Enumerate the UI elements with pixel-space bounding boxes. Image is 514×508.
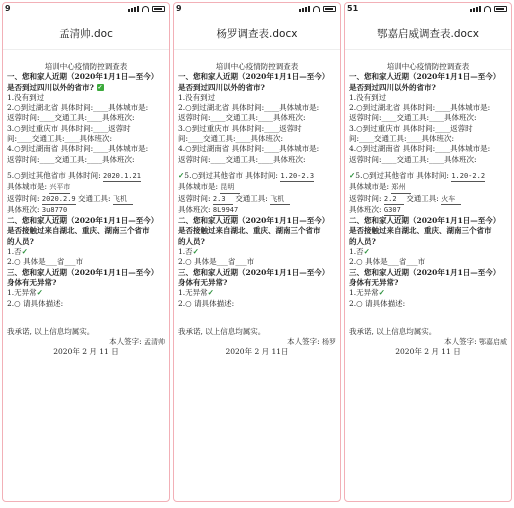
q1-option3-detail: 间:____交通工具:____具体班次:	[178, 134, 284, 144]
q1-option5-return: 2.2	[384, 194, 404, 205]
q1-option5-time: 2020.1.21	[103, 171, 141, 182]
check-mark-icon: ✓	[36, 288, 43, 298]
q1-option4: 4.○到过湖南省 具体时间:____具体城市是:	[349, 144, 491, 154]
return-label: 返蓉时间:	[7, 193, 40, 203]
q1-option1: 1.没有到过	[7, 92, 45, 102]
status-bar	[345, 3, 511, 17]
check-mark-icon: ✓	[378, 288, 385, 298]
battery-icon	[494, 6, 507, 12]
q2-line1: 二、您和家人近期（2020年1月1日—至今）	[178, 216, 330, 226]
transport-label: 交通工具:	[406, 193, 439, 203]
q1-line2: 是否到过四川以外的省市?	[349, 82, 436, 92]
q1-option5-city: 郑州	[391, 182, 411, 193]
q1-option2-detail: 返蓉时间:____交通工具:____具体班次:	[349, 113, 477, 123]
q3-option1: 1.无异常	[7, 288, 37, 298]
q1-option5: 5.○到过其他省市 具体时间:	[355, 170, 449, 180]
q1-line2: 是否到过四川以外的省市?	[178, 82, 265, 92]
q1-option3-detail: 间:____交通工具:____具体班次:	[7, 134, 113, 144]
q1-option2: 2.○到过湖北省 具体时间:____具体城市是:	[178, 103, 320, 113]
signature-label: 本人签字:	[109, 337, 142, 347]
q3-option1: 1.无异常	[349, 288, 379, 298]
file-title: 鄂嘉启威调查表.docx	[377, 27, 479, 40]
q1-option5-city: 昆明	[220, 182, 240, 193]
check-mark-icon: ✓	[192, 247, 199, 257]
q3-option2: 2.○ 请具体描述:	[178, 298, 235, 308]
q3-line1: 三、您和家人近期（2020年1月1日—至今）	[7, 267, 159, 277]
return-label: 返蓉时间:	[349, 193, 382, 203]
phone-screen-2	[173, 2, 341, 502]
q2-option2: 2.○ 具体是___省___市	[349, 257, 426, 267]
q2-line3: 的人员?	[349, 236, 376, 246]
q3-line1: 三、您和家人近期（2020年1月1日—至今）	[178, 267, 330, 277]
document-body[interactable]	[345, 50, 511, 358]
promise-text: 我承诺, 以上信息均属实。	[349, 326, 437, 336]
return-label: 返蓉时间:	[178, 193, 211, 203]
q1-option4-detail: 返蓉时间:____交通工具:____具体班次:	[7, 154, 135, 164]
q1-option3: 3.○到过重庆市 具体时间:____返蓉时	[349, 123, 473, 133]
city-label: 具体城市是:	[7, 182, 48, 192]
q3-option1: 1.无异常	[178, 288, 208, 298]
q3-line2: 身体有无异常?	[7, 277, 57, 287]
q2-line2: 是否接触过来自湖北、重庆、湖南三个省市	[178, 226, 321, 236]
sign-date: 2020年 2 月 11日	[225, 347, 289, 357]
signature: 杨罗	[322, 338, 336, 347]
file-title: 杨罗调查表.docx	[216, 27, 298, 40]
carrier-text: 51	[347, 4, 359, 13]
q2-option1: 1.否	[7, 247, 22, 257]
phone-screen-1	[2, 2, 170, 502]
q2-line2: 是否接触过来自湖北、重庆、湖南三个省市	[349, 226, 492, 236]
promise-text: 我承诺, 以上信息均属实。	[178, 326, 266, 336]
check-mark-icon: ✓	[349, 170, 356, 180]
q2-line2: 是否接触过来自湖北、重庆、湖南三个省市	[7, 226, 150, 236]
file-title-bar	[174, 17, 340, 50]
file-title: 孟清帅.doc	[59, 27, 113, 40]
wifi-icon	[484, 6, 491, 12]
phone-screen-3	[344, 2, 512, 502]
survey-title: 培训中心疫情防控调查表	[44, 62, 128, 71]
q2-line3: 的人员?	[178, 236, 205, 246]
transport-label: 交通工具:	[235, 193, 268, 203]
q1-option5-flight: 8L9947	[213, 205, 238, 216]
file-title-bar	[345, 17, 511, 50]
q1-option2: 2.○到过湖北省 具体时间:____具体城市是:	[7, 103, 149, 113]
signature-label: 本人签字:	[444, 337, 477, 347]
document-body[interactable]	[3, 50, 169, 358]
q3-option2: 2.○ 请具体描述:	[349, 298, 406, 308]
signal-icon	[470, 6, 481, 12]
carrier-text: 9	[5, 4, 11, 13]
flight-label: 具体班次:	[7, 204, 40, 214]
q1-option4: 4.○到过湖南省 具体时间:____具体城市是:	[7, 144, 149, 154]
wifi-icon	[142, 6, 149, 12]
q1-option2-detail: 返蓉时间:____交通工具:____具体班次:	[178, 113, 306, 123]
q1-option5: 5.○到过其他省市 具体时间:	[7, 170, 101, 180]
q1-option2-detail: 返蓉时间:____交通工具:____具体班次:	[7, 113, 135, 123]
checkbox-checked-icon: ✓	[97, 84, 103, 92]
document-body[interactable]	[174, 50, 340, 358]
status-bar	[174, 3, 340, 17]
q1-option5: 5.○到过其他省市 具体时间:	[184, 170, 278, 180]
q2-line3: 的人员?	[7, 236, 34, 246]
q1-option5-city: 兴平市	[49, 182, 70, 193]
check-mark-icon: ✓	[363, 247, 370, 257]
promise-text: 我承诺, 以上信息均属实。	[7, 326, 95, 336]
flight-label: 具体班次:	[349, 204, 382, 214]
q1-line1: 一、您和家人近期（2020年1月1日—至今）	[178, 72, 330, 82]
signal-icon	[299, 6, 310, 12]
q1-option5-return: 2020.2.9	[42, 194, 76, 205]
check-mark-icon: ✓	[21, 247, 28, 257]
wifi-icon	[313, 6, 320, 12]
q1-option5-flight: 3u8770	[42, 205, 67, 216]
q1-option5-flight: G307	[384, 205, 404, 216]
sign-date: 2020年 2 月 11 日	[53, 347, 119, 357]
q1-line2: 是否到过四川以外的省市?	[7, 82, 94, 92]
q1-option5-transport: 飞机	[113, 194, 133, 205]
q1-option5-transport: 飞机	[270, 194, 290, 205]
transport-label: 交通工具:	[78, 193, 111, 203]
q1-line1: 一、您和家人近期（2020年1月1日—至今）	[349, 72, 501, 82]
city-label: 具体城市是:	[349, 182, 390, 192]
q2-option2: 2.○ 具体是___省___市	[178, 257, 255, 267]
q1-option5-return: 2.3	[213, 194, 233, 205]
q3-line1: 三、您和家人近期（2020年1月1日—至今）	[349, 267, 501, 277]
q1-option5-time: 1.20-2.2	[451, 171, 485, 182]
q1-option4: 4.○到过湖南省 具体时间:____具体城市是:	[178, 144, 320, 154]
q1-option3: 3.○到过重庆市 具体时间:____返蓉时	[178, 123, 302, 133]
status-bar	[3, 3, 169, 17]
signature: 孟清帅	[144, 338, 165, 347]
survey-title: 培训中心疫情防控调查表	[386, 62, 470, 71]
q1-option1: 1.没有到过	[349, 92, 387, 102]
q1-line1: 一、您和家人近期（2020年1月1日—至今）	[7, 72, 159, 82]
signature-label: 本人签字:	[287, 337, 320, 347]
carrier-text: 9	[176, 4, 182, 13]
q3-option2: 2.○ 请具体描述:	[7, 298, 64, 308]
battery-icon	[323, 6, 336, 12]
signal-icon	[128, 6, 139, 12]
battery-icon	[152, 6, 165, 12]
q2-option1: 1.否	[178, 247, 193, 257]
check-mark-icon: ✓	[207, 288, 214, 298]
q1-option4-detail: 返蓉时间:____交通工具:____具体班次:	[349, 154, 477, 164]
q1-option1: 1.没有到过	[178, 92, 216, 102]
q1-option3-detail: 间:____交通工具:____具体班次:	[349, 134, 455, 144]
q1-option2: 2.○到过湖北省 具体时间:____具体城市是:	[349, 103, 491, 113]
flight-label: 具体班次:	[178, 204, 211, 214]
q2-line1: 二、您和家人近期（2020年1月1日—至今）	[7, 216, 159, 226]
file-title-bar	[3, 17, 169, 50]
q1-option5-transport: 火车	[441, 194, 461, 205]
survey-title: 培训中心疫情防控调查表	[215, 62, 299, 71]
q1-option4-detail: 返蓉时间:____交通工具:____具体班次:	[178, 154, 306, 164]
q2-option2: 2.○ 具体是___省___市	[7, 257, 84, 267]
q1-option5-time: 1.20-2.3	[280, 171, 314, 182]
q3-line2: 身体有无异常?	[178, 277, 228, 287]
q2-option1: 1.否	[349, 247, 364, 257]
city-label: 具体城市是:	[178, 182, 219, 192]
signature: 鄂嘉启威	[479, 338, 507, 347]
q3-line2: 身体有无异常?	[349, 277, 399, 287]
check-mark-icon: ✓	[178, 170, 185, 180]
q1-option3: 3.○到过重庆市 具体时间:____返蓉时	[7, 123, 131, 133]
q2-line1: 二、您和家人近期（2020年1月1日—至今）	[349, 216, 501, 226]
sign-date: 2020年 2 月 11 日	[395, 347, 461, 357]
